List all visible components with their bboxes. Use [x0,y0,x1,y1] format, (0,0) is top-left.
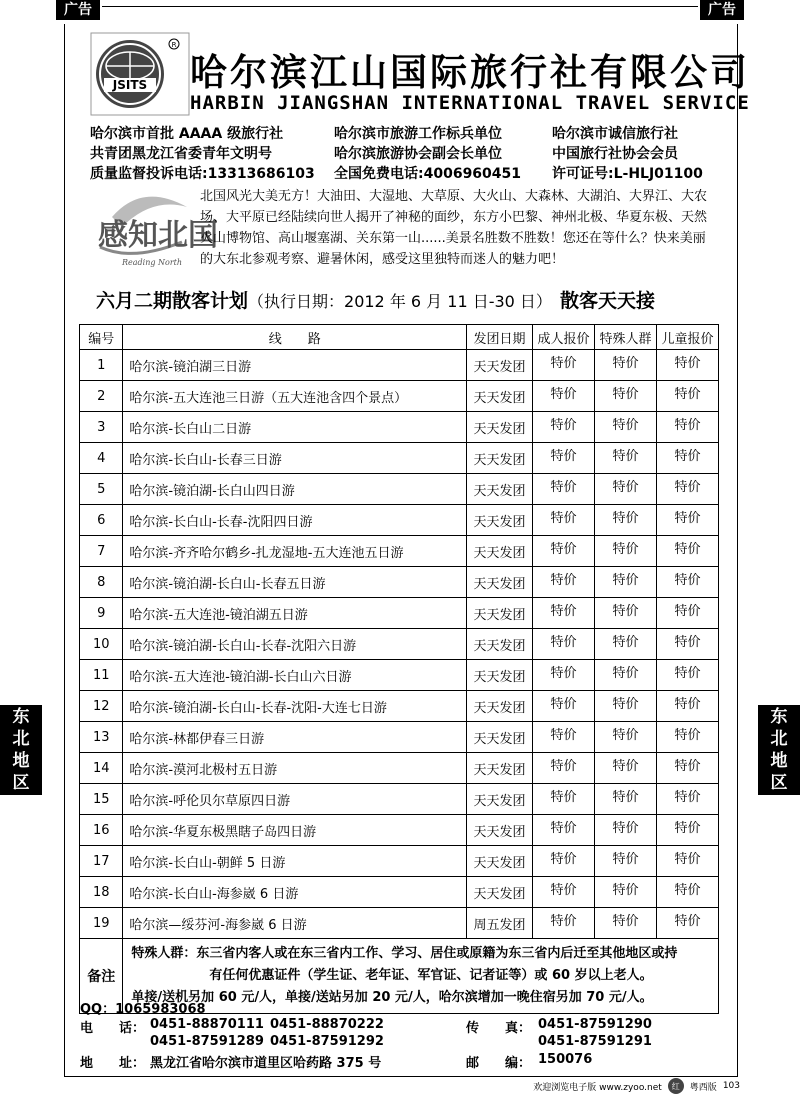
child-price: 特价 [656,722,718,753]
jsits-logo [90,32,190,116]
route-name: 哈尔滨-镜泊湖-长白山四日游 [123,474,467,505]
adult-price: 特价 [532,505,594,536]
table-row [80,474,719,505]
departure-schedule: 天天发团 [467,536,533,567]
zip-label: 邮 编： [466,1056,532,1071]
child-price: 特价 [656,691,718,722]
special-price: 特价 [594,505,656,536]
departure-schedule: 天天发团 [467,350,533,381]
child-price: 特价 [656,412,718,443]
child-price: 特价 [656,381,718,412]
svg-text:Reading North: Reading North [122,258,183,267]
row-number: 12 [80,691,123,722]
plan-title [96,286,655,313]
special-price: 特价 [594,660,656,691]
credential: 哈尔滨市诚信旅行社 [552,126,678,142]
plan-daily: 散客天天接 [559,290,655,312]
edition-badge-icon: 红 [668,1078,684,1094]
row-number: 3 [80,412,123,443]
row-number: 18 [80,877,123,908]
departure-schedule: 天天发团 [467,846,533,877]
departure-schedule: 天天发团 [467,629,533,660]
fax-1: 0451-87591290 [538,1017,652,1032]
table-row [80,691,719,722]
toll-free-phone: 全国免费电话:4006960451 [334,166,522,182]
row-number: 7 [80,536,123,567]
page-footer [533,1078,740,1094]
row-number: 2 [80,381,123,412]
table-row [80,784,719,815]
child-price: 特价 [656,753,718,784]
credential: 哈尔滨市首批 AAAA 级旅行社 [90,126,284,142]
table-row [80,908,719,939]
company-name-en: HARBIN JIANGSHAN INTERNATIONAL TRAVEL SERVICE [190,92,750,114]
adult-price: 特价 [532,474,594,505]
phone-3: 0451-87591289 [150,1034,264,1049]
credential: 哈尔滨旅游协会副会长单位 [334,146,502,162]
table-row [80,381,719,412]
special-price: 特价 [594,908,656,939]
departure-schedule: 天天发团 [467,877,533,908]
departure-schedule: 天天发团 [467,722,533,753]
adult-price: 特价 [532,629,594,660]
row-number: 1 [80,350,123,381]
departure-schedule: 天天发团 [467,443,533,474]
special-price: 特价 [594,784,656,815]
table-row [80,567,719,598]
address: 黑龙江省哈尔滨市道里区哈药路 375 号 [150,1056,382,1071]
adult-price: 特价 [532,598,594,629]
route-name: 哈尔滨—绥芬河-海参崴 6 日游 [123,908,467,939]
header-child-price: 儿童报价 [656,325,718,350]
table-row [80,350,719,381]
departure-schedule: 天天发团 [467,412,533,443]
departure-schedule: 天天发团 [467,505,533,536]
credential: 共青团黑龙江省委青年文明号 [90,146,272,162]
notes-content [123,939,719,1014]
special-price: 特价 [594,877,656,908]
table-row [80,722,719,753]
departure-schedule: 天天发团 [467,381,533,412]
page-number: 103 [722,1081,740,1091]
svg-text:R: R [171,41,177,49]
special-price: 特价 [594,846,656,877]
special-price: 特价 [594,567,656,598]
route-name: 哈尔滨-镜泊湖-长白山-长春-沈阳-大连七日游 [123,691,467,722]
special-price: 特价 [594,598,656,629]
special-price: 特价 [594,629,656,660]
special-price: 特价 [594,753,656,784]
route-name: 哈尔滨-镜泊湖-长白山-长春五日游 [123,567,467,598]
adult-price: 特价 [532,381,594,412]
company-name-cn: 哈尔滨江山国际旅行社有限公司 [190,51,750,94]
table-row [80,660,719,691]
table-row [80,505,719,536]
footer-text: 欢迎浏览电子版 www.zyoo.net [533,1082,662,1093]
route-name: 哈尔滨-漠河北极村五日游 [123,753,467,784]
child-price: 特价 [656,536,718,567]
adult-price: 特价 [532,753,594,784]
route-name: 哈尔滨-呼伦贝尔草原四日游 [123,784,467,815]
child-price: 特价 [656,660,718,691]
region-tab-right: 东 北 地 区 [758,705,800,795]
phone-2: 0451-88870222 [270,1017,384,1032]
routes-table [79,324,719,1014]
note-special-group: 特殊人群：东三省内客人或在东三省内工作、学习、居住或原籍为东三省内后迁至其他地区或持 [131,946,678,961]
child-price: 特价 [656,846,718,877]
special-price: 特价 [594,815,656,846]
child-price: 特价 [656,443,718,474]
row-number: 4 [80,443,123,474]
route-name: 哈尔滨-五大连池-镜泊湖-长白山六日游 [123,660,467,691]
row-number: 16 [80,815,123,846]
header-special-price: 特殊人群 [594,325,656,350]
phone-4: 0451-87591292 [270,1034,384,1049]
route-name: 哈尔滨-镜泊湖-长白山-长春-沈阳六日游 [123,629,467,660]
child-price: 特价 [656,474,718,505]
departure-schedule: 周五发团 [467,908,533,939]
note-transfer-fees: 单接/送机另加 60 元/人，单接/送站另加 20 元/人，哈尔滨增加一晚住宿另加 70 元/人。 [131,990,653,1005]
route-name: 哈尔滨-长白山二日游 [123,412,467,443]
special-price: 特价 [594,722,656,753]
qq-number: QQ：1065983068 [80,1002,206,1017]
route-name: 哈尔滨-齐齐哈尔鹤乡-扎龙湿地-五大连池五日游 [123,536,467,567]
adult-price: 特价 [532,443,594,474]
adult-price: 特价 [532,877,594,908]
child-price: 特价 [656,629,718,660]
child-price: 特价 [656,784,718,815]
special-price: 特价 [594,412,656,443]
header-route: 线 路 [123,325,467,350]
departure-schedule: 天天发团 [467,753,533,784]
table-row [80,846,719,877]
adult-price: 特价 [532,691,594,722]
adult-price: 特价 [532,722,594,753]
departure-schedule: 天天发团 [467,691,533,722]
license-number: 许可证号:L-HLJ01100 [552,166,703,182]
adult-price: 特价 [532,846,594,877]
route-name: 哈尔滨-长白山-长春三日游 [123,443,467,474]
child-price: 特价 [656,908,718,939]
adult-price: 特价 [532,350,594,381]
child-price: 特价 [656,350,718,381]
route-name: 哈尔滨-长白山-长春-沈阳四日游 [123,505,467,536]
departure-schedule: 天天发团 [467,567,533,598]
departure-schedule: 天天发团 [467,474,533,505]
address-label: 地 址： [80,1056,146,1071]
child-price: 特价 [656,505,718,536]
row-number: 10 [80,629,123,660]
header-no: 编号 [80,325,123,350]
phone-1: 0451-88870111 [150,1017,264,1032]
route-name: 哈尔滨-五大连池三日游（五大连池含四个景点） [123,381,467,412]
table-header-row [80,325,719,350]
row-number: 19 [80,908,123,939]
plan-name: 六月二期散客计划 [96,290,249,312]
route-name: 哈尔滨-镜泊湖三日游 [123,350,467,381]
ad-tag-left: 广告 [56,0,100,20]
table-row [80,536,719,567]
adult-price: 特价 [532,412,594,443]
row-number: 9 [80,598,123,629]
special-price: 特价 [594,350,656,381]
route-name: 哈尔滨-长白山-海参崴 6 日游 [123,877,467,908]
route-name: 哈尔滨-长白山-朝鲜 5 日游 [123,846,467,877]
row-number: 8 [80,567,123,598]
special-price: 特价 [594,381,656,412]
header-adult-price: 成人报价 [532,325,594,350]
route-name: 哈尔滨-五大连池-镜泊湖五日游 [123,598,467,629]
header-departure: 发团日期 [467,325,533,350]
table-row [80,412,719,443]
special-price: 特价 [594,536,656,567]
notes-label: 备注 [80,939,123,1014]
phone-label: 电 话： [80,1021,146,1036]
note-special-group-cont: 有任何优惠证件（学生证、老年证、军官证、记者证等）或 60 岁以上老人。 [209,968,653,983]
fax-label: 传 真： [466,1021,532,1036]
reading-north-logo [92,187,218,271]
adult-price: 特价 [532,536,594,567]
adult-price: 特价 [532,567,594,598]
table-row [80,598,719,629]
table-row [80,753,719,784]
special-price: 特价 [594,443,656,474]
special-price: 特价 [594,474,656,505]
child-price: 特价 [656,598,718,629]
row-number: 15 [80,784,123,815]
footer-edition: 粤西版 [689,1082,717,1093]
departure-schedule: 天天发团 [467,815,533,846]
route-name: 哈尔滨-林都伊春三日游 [123,722,467,753]
complaint-phone: 质量监督投诉电话:13313686103 [90,166,315,182]
svg-text:JSITS: JSITS [112,78,148,92]
intro-paragraph: 北国风光大美无方！大油田、大湿地、大草原、大火山、大森林、大湖泊、大界江、大农场、大平原已经陆续向世人揭开了神秘的面纱，东方小巴黎、神州北极、华夏东极、天然火山博物馆、高山堰塞湖、关东第一山......美景名胜数不胜数！您还在等什么？快来美丽的大东北参观考察、避暑休闲，感受这里独特而迷人的魅力吧！ [200,189,708,267]
row-number: 5 [80,474,123,505]
route-name: 哈尔滨-华夏东极黑瞎子岛四日游 [123,815,467,846]
child-price: 特价 [656,567,718,598]
departure-schedule: 天天发团 [467,660,533,691]
table-row [80,443,719,474]
child-price: 特价 [656,815,718,846]
adult-price: 特价 [532,908,594,939]
row-number: 14 [80,753,123,784]
row-number: 17 [80,846,123,877]
row-number: 6 [80,505,123,536]
departure-schedule: 天天发团 [467,598,533,629]
zip-code: 150076 [538,1052,593,1067]
svg-text:感知北国: 感知北国 [98,218,218,253]
adult-price: 特价 [532,660,594,691]
adult-price: 特价 [532,815,594,846]
departure-schedule: 天天发团 [467,784,533,815]
adult-price: 特价 [532,784,594,815]
top-frame-line [102,6,698,7]
table-row [80,815,719,846]
table-row [80,877,719,908]
child-price: 特价 [656,877,718,908]
table-row [80,629,719,660]
special-price: 特价 [594,691,656,722]
ad-tag-right: 广告 [700,0,744,20]
row-number: 11 [80,660,123,691]
fax-2: 0451-87591291 [538,1034,652,1049]
row-number: 13 [80,722,123,753]
plan-dates: （执行日期：2012 年 6 月 11 日-30 日） [248,292,552,311]
region-tab-left: 东 北 地 区 [0,705,42,795]
credential: 中国旅行社协会会员 [552,146,678,162]
credential: 哈尔滨市旅游工作标兵单位 [334,126,502,142]
